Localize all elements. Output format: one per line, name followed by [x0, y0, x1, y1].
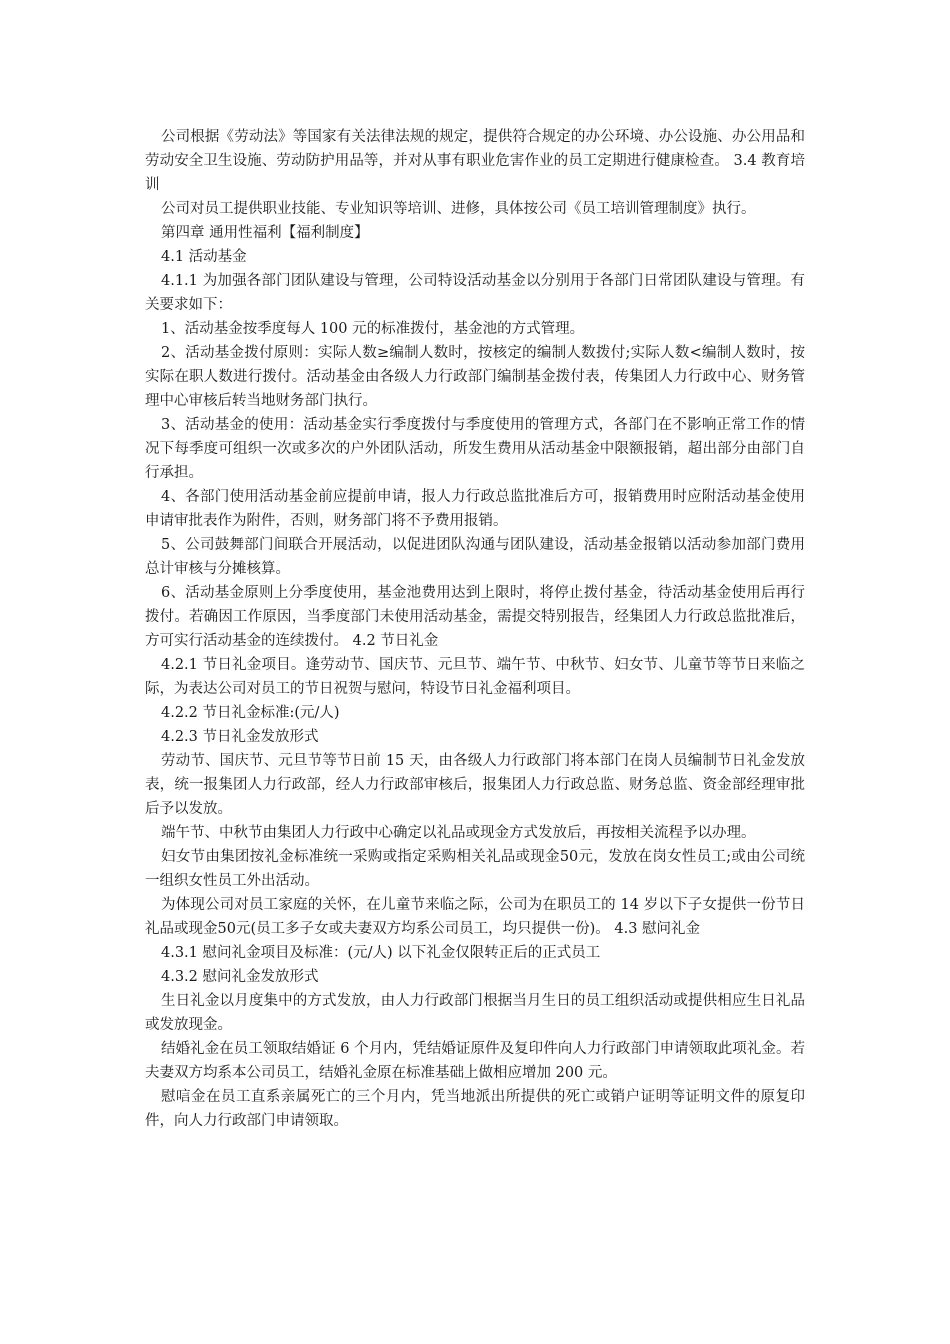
paragraph-womens-day: 妇女节由集团按礼金标准统一采购或指定采购相关礼品或现金50元，发放在岗女性员工;或由公司统一组织女性员工外出活动。 — [145, 849, 805, 889]
paragraph-condolence: 慰唁金在员工直系亲属死亡的三个月内，凭当地派出所提供的死亡或销户证明等证明文件的原复印件，向人力行政部门申请领取。 — [145, 1089, 805, 1129]
list-item-6: 6、活动基金原则上分季度使用，基金池费用达到上限时，将停止拨付基金，待活动基金使用后再行拨付。若确因工作原因，当季度部门未使用活动基金，需提交特别报告，经集团人力行政总监批准后，方可实行活动基金的连续拨付。 4.2 节日礼金 — [145, 585, 805, 649]
paragraph-4-2-1: 4.2.1 节日礼金项目。逢劳动节、国庆节、元旦节、端午节、中秋节、妇女节、儿童节等节日来临之际，为表达公司对员工的节日祝贺与慰问，特设节日礼金福利项目。 — [145, 657, 805, 697]
list-item-3: 3、活动基金的使用：活动基金实行季度拨付与季度使用的管理方式，各部门在不影响正常工作的情况下每季度可组织一次或多次的户外团队活动，所发生费用从活动基金中限额报销，超出部分由部门自行承担。 — [145, 417, 805, 481]
paragraph-4-3-2: 4.3.2 慰问礼金发放形式 — [161, 969, 319, 985]
paragraph-birthday: 生日礼金以月度集中的方式发放，由人力行政部门根据当月生日的员工组织活动或提供相应生日礼品或发放现金。 — [145, 993, 805, 1033]
document-body — [145, 125, 805, 1133]
chapter-heading-4: 第四章 通用性福利【福利制度】 — [161, 225, 369, 241]
list-item-1: 1、活动基金按季度每人 100 元的标准拨付，基金池的方式管理。 — [161, 321, 585, 337]
list-item-5: 5、公司鼓舞部门间联合开展活动，以促进团队沟通与团队建设，活动基金报销以活动参加部门费用总计审核与分摊核算。 — [145, 537, 805, 577]
paragraph-training: 公司对员工提供职业技能、专业知识等培训、进修，具体按公司《员工培训管理制度》执行。 — [161, 201, 756, 217]
paragraph-labor-day: 劳动节、国庆节、元旦节等节日前 15 天，由各级人力行政部门将本部门在岗人员编制节日礼金发放表，统一报集团人力行政部，经人力行政部审核后，报集团人力行政总监、财务总监、资金部经理审批后予以发放。 — [145, 753, 805, 817]
paragraph-childrens-day: 为体现公司对员工家庭的关怀，在儿童节来临之际，公司为在职员工的 14 岁以下子女提供一份节日礼品或现金50元(员工多子女或夫妻双方均系公司员工，均只提供一份)。 4.3 慰问礼金 — [145, 897, 805, 937]
paragraph-4-2-3: 4.2.3 节日礼金发放形式 — [161, 729, 319, 745]
paragraph-4-2-2: 4.2.2 节日礼金标准:(元/人) — [161, 705, 340, 721]
list-item-2: 2、活动基金拨付原则：实际人数≥编制人数时，按核定的编制人数拨付;实际人数<编制人数时，按实际在职人数进行拨付。活动基金由各级人力行政部门编制基金拨付表，传集团人力行政中心、财务管理中心审核后转当地财务部门执行。 — [145, 345, 805, 409]
paragraph-dragon-boat: 端午节、中秋节由集团人力行政中心确定以礼品或现金方式发放后，再按相关流程予以办理。 — [161, 825, 756, 841]
paragraph-labor-conditions: 公司根据《劳动法》等国家有关法律法规的规定，提供符合规定的办公环境、办公设施、办公用品和劳动安全卫生设施、劳动防护用品等，并对从事有职业危害作业的员工定期进行健康检查。 3.4 教育培训 — [145, 129, 805, 193]
list-item-4: 4、各部门使用活动基金前应提前申请，报人力行政总监批准后方可，报销费用时应附活动基金使用申请审批表作为附件，否则，财务部门将不予费用报销。 — [145, 489, 805, 529]
section-heading-4-1: 4.1 活动基金 — [161, 249, 247, 265]
paragraph-4-3-1: 4.3.1 慰问礼金项目及标准：(元/人) 以下礼金仅限转正后的正式员工 — [161, 945, 601, 961]
paragraph-4-1-1: 4.1.1 为加强各部门团队建设与管理，公司特设活动基金以分别用于各部门日常团队建设与管理。有关要求如下： — [145, 273, 805, 313]
paragraph-wedding: 结婚礼金在员工领取结婚证 6 个月内，凭结婚证原件及复印件向人力行政部门申请领取此项礼金。若夫妻双方均系本公司员工，结婚礼金原在标准基础上做相应增加 200 元。 — [145, 1041, 805, 1081]
